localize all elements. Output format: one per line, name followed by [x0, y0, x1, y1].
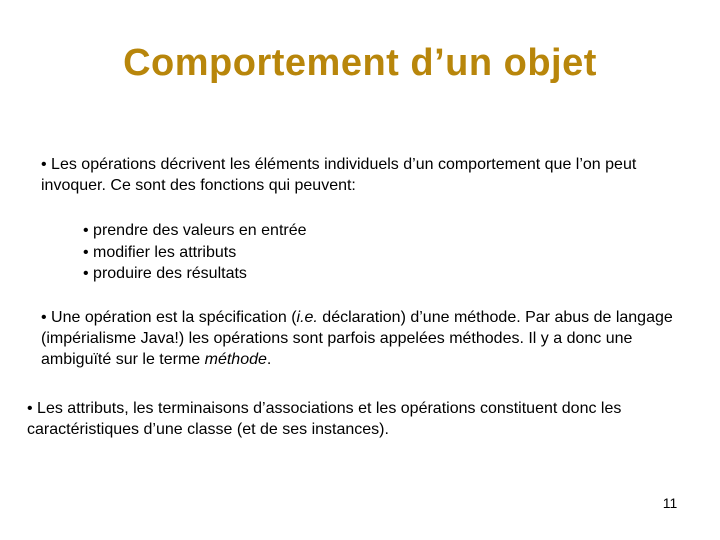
- text-segment: • Une opération est la spécification (: [41, 309, 297, 326]
- paragraph-operations: • Les opérations décrivent les éléments individuels d’un comportement que l’on peut invoquer. Ce sont des fonctions qui peuvent:: [41, 156, 637, 194]
- operation-capabilities-list: [83, 220, 643, 285]
- slide-title: Comportement d’un objet: [123, 42, 597, 84]
- list-item: • modifier les attributs: [83, 243, 237, 261]
- list-item: • produire des résultats: [83, 265, 247, 282]
- text-segment: .: [266, 351, 272, 368]
- paragraph-operation-vs-method: [41, 307, 701, 370]
- italic-ie: i.e.: [296, 309, 318, 326]
- paragraph-class-features: • Les attributs, les terminaisons d’associations et les opérations constituent donc les caractéristiques d’une classe (et de ses instances).: [27, 400, 622, 438]
- list-item: • prendre des valeurs en entrée: [83, 222, 307, 239]
- text-segment: déclaration) d’une méthode. Par abus de langage (impérialisme Java!) les opérations sont parfois appelées méthodes. Il y a donc une ambiguïté sur le terme: [41, 309, 673, 368]
- page-number: 11: [662, 495, 678, 511]
- italic-methode: méthode: [204, 351, 267, 368]
